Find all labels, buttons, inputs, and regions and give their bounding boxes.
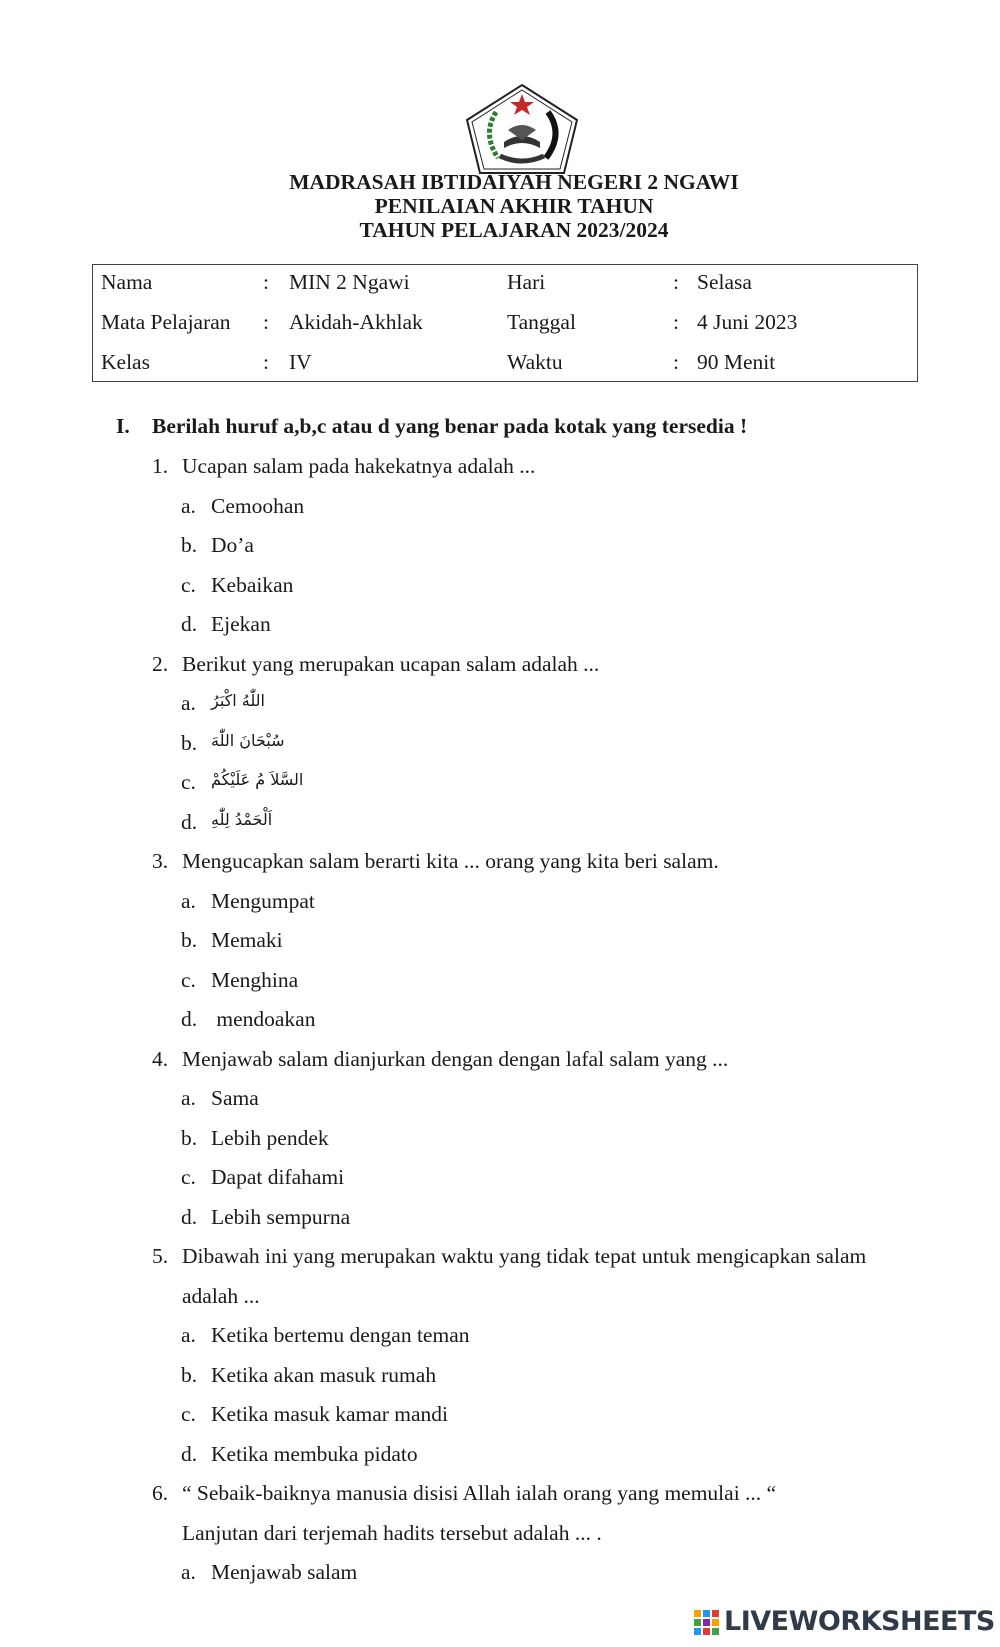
question-number: 6. xyxy=(152,1481,169,1505)
question-text-continued: adalah ... xyxy=(182,1284,260,1308)
option-text: Dapat difahami xyxy=(211,1165,345,1189)
option-text-arabic: السَّلاَ مُ عَلَيْكُمْ xyxy=(211,770,304,789)
school-emblem-icon xyxy=(464,82,580,176)
info-value-hari: Selasa xyxy=(697,270,752,294)
exam-title: PENILAIAN AKHIR TAHUN xyxy=(374,194,654,218)
watermark-text: LIVEWORKSHEETS xyxy=(724,1606,995,1637)
question-text-continued: Lanjutan dari terjemah hadits tersebut adalah ... . xyxy=(182,1521,602,1545)
question-number: 2. xyxy=(152,652,169,676)
info-colon: : xyxy=(673,350,679,374)
option-text: Mengumpat xyxy=(211,889,315,913)
option-letter: c. xyxy=(181,770,196,794)
section-text: Berilah huruf a,b,c atau d yang benar pada kotak yang tersedia ! xyxy=(152,414,748,438)
option-letter: c. xyxy=(181,573,196,597)
option-text: Menjawab salam xyxy=(211,1560,358,1584)
question-text: Berikut yang merupakan ucapan salam adalah ... xyxy=(182,652,600,676)
option-text-arabic: اللّٰهُ اكْبَرُ xyxy=(211,691,265,710)
option-letter: d. xyxy=(181,1442,198,1466)
option-letter: b. xyxy=(181,533,198,557)
option-letter: a. xyxy=(181,494,196,518)
info-label-waktu: Waktu xyxy=(507,350,563,374)
info-value-mapel: Akidah-Akhlak xyxy=(289,310,423,334)
option-letter: a. xyxy=(181,1560,196,1584)
info-colon: : xyxy=(263,350,269,374)
option-letter: a. xyxy=(181,1086,196,1110)
question-text: Menjawab salam dianjurkan dengan dengan lafal salam yang ... xyxy=(182,1047,729,1071)
academic-year: TAHUN PELAJARAN 2023/2024 xyxy=(359,218,669,242)
info-label-kelas: Kelas xyxy=(101,350,150,374)
info-label-mapel: Mata Pelajaran xyxy=(101,310,231,334)
school-name: MADRASAH IBTIDAIYAH NEGERI 2 NGAWI xyxy=(289,170,739,194)
info-value-tanggal: 4 Juni 2023 xyxy=(697,310,798,334)
option-text: Memaki xyxy=(211,928,283,952)
option-text: Lebih pendek xyxy=(211,1126,329,1150)
option-text: Sama xyxy=(211,1086,259,1110)
info-colon: : xyxy=(673,270,679,294)
question-text: “ Sebaik-baiknya manusia disisi Allah ialah orang yang memulai ... “ xyxy=(182,1481,777,1505)
info-label-tanggal: Tanggal xyxy=(507,310,576,334)
option-text: Menghina xyxy=(211,968,299,992)
info-label-nama: Nama xyxy=(101,270,153,294)
info-value-kelas: IV xyxy=(289,350,312,374)
option-letter: b. xyxy=(181,928,198,952)
option-text: Lebih sempurna xyxy=(211,1205,351,1229)
option-text: Ketika masuk kamar mandi xyxy=(211,1402,449,1426)
option-letter: c. xyxy=(181,1165,196,1189)
option-letter: b. xyxy=(181,1126,198,1150)
question-number: 5. xyxy=(152,1244,169,1268)
question-number: 3. xyxy=(152,849,169,873)
option-letter: c. xyxy=(181,968,196,992)
option-letter: c. xyxy=(181,1402,196,1426)
question-number: 4. xyxy=(152,1047,169,1071)
section-number: I. xyxy=(116,414,130,438)
option-letter: a. xyxy=(181,691,196,715)
info-colon: : xyxy=(263,270,269,294)
option-letter: b. xyxy=(181,731,198,755)
option-text: mendoakan xyxy=(211,1007,316,1031)
option-letter: a. xyxy=(181,1323,196,1347)
option-text: Ketika membuka pidato xyxy=(211,1442,418,1466)
question-text: Dibawah ini yang merupakan waktu yang tidak tepat untuk mengicapkan salam xyxy=(182,1244,867,1268)
info-value-waktu: 90 Menit xyxy=(697,350,776,374)
info-colon: : xyxy=(263,310,269,334)
option-letter: b. xyxy=(181,1363,198,1387)
option-text: Ejekan xyxy=(211,612,271,636)
option-letter: d. xyxy=(181,612,198,636)
option-letter: a. xyxy=(181,889,196,913)
question-text: Mengucapkan salam berarti kita ... orang yang kita beri salam. xyxy=(182,849,719,873)
liveworksheets-logo-icon xyxy=(694,1608,720,1640)
info-colon: : xyxy=(673,310,679,334)
option-text: Kebaikan xyxy=(211,573,294,597)
info-value-nama: MIN 2 Ngawi xyxy=(289,270,410,294)
question-text: Ucapan salam pada hakekatnya adalah ... xyxy=(182,454,536,478)
option-text: Do’a xyxy=(211,533,254,557)
question-number: 1. xyxy=(152,454,169,478)
student-info-box xyxy=(92,264,918,382)
option-text: Ketika bertemu dengan teman xyxy=(211,1323,470,1347)
option-letter: d. xyxy=(181,1205,198,1229)
document-header xyxy=(0,170,1000,242)
option-text: Cemoohan xyxy=(211,494,305,518)
option-text-arabic: اَلْحَمْدُ لِلّٰهِ xyxy=(211,810,273,829)
option-letter: d. xyxy=(181,810,198,834)
option-text: Ketika akan masuk rumah xyxy=(211,1363,437,1387)
info-label-hari: Hari xyxy=(507,270,546,294)
option-text-arabic: سُبْحَانَ اللّٰهَ xyxy=(211,731,285,750)
option-letter: d. xyxy=(181,1007,198,1031)
